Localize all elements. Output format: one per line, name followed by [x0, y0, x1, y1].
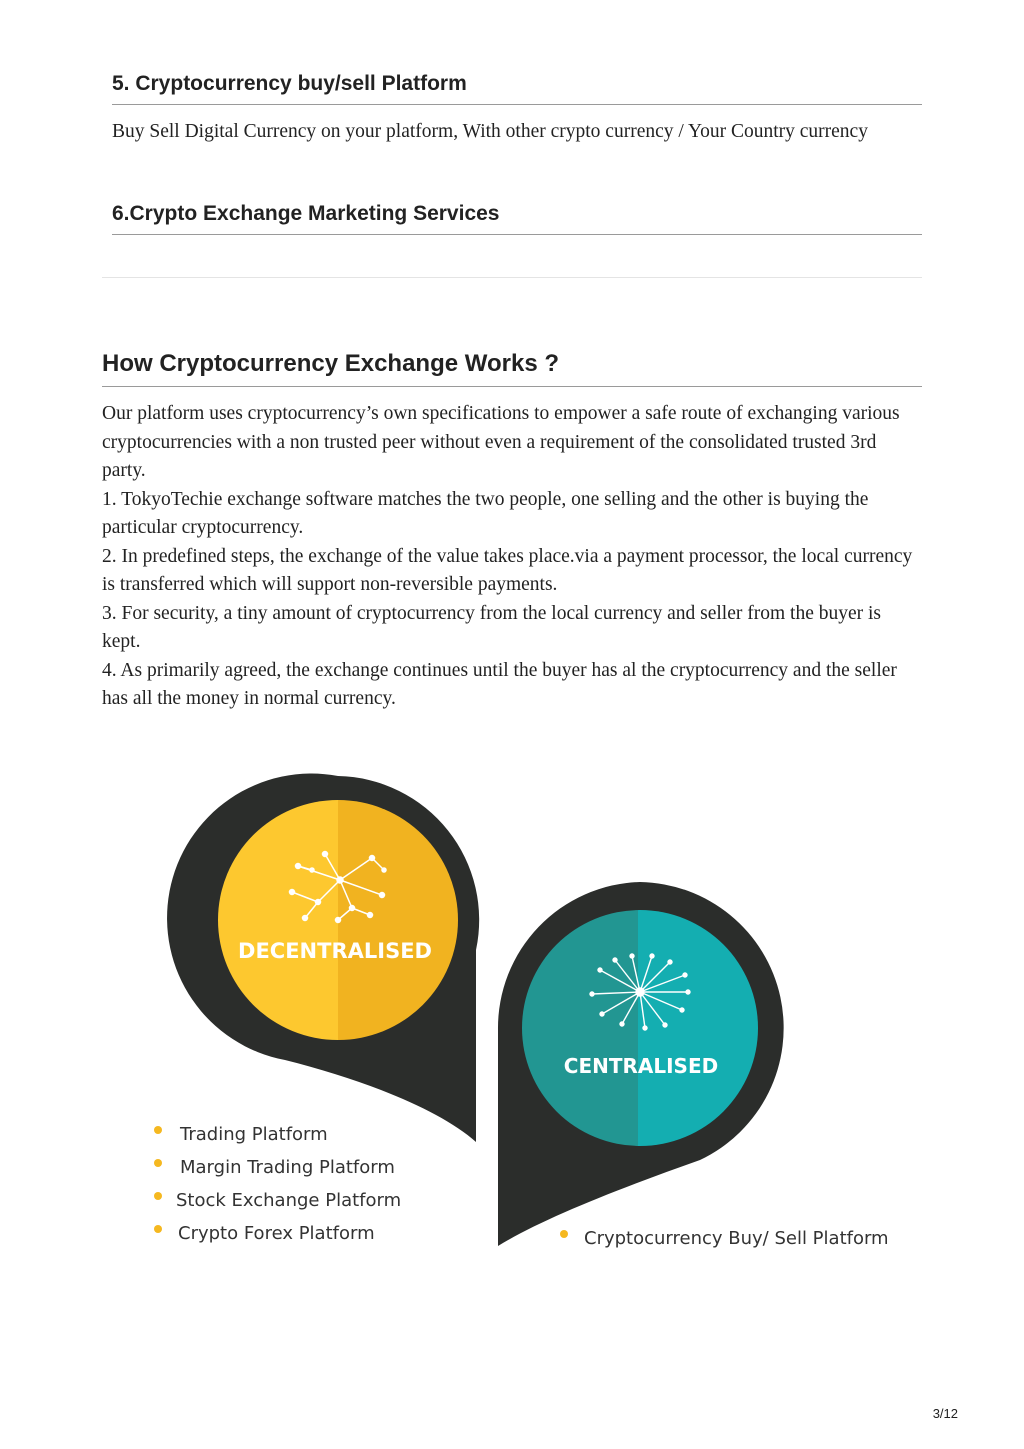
decentralised-item: Crypto Forex Platform [178, 1223, 375, 1244]
intro-paragraph: Our platform uses cryptocurrency’s own specifications to empower a safe route of exchanging various cryptocurrencies with a non trusted peer without even a requirement of the consolidated trusted 3rd party. [102, 403, 900, 481]
centralised-item: Cryptocurrency Buy/ Sell Platform [584, 1228, 889, 1249]
decentralised-list [154, 1124, 401, 1244]
step-1: 1. TokyoTechie exchange software matches the two people, one selling and the other is buying the particular cryptocurrency. [102, 488, 869, 538]
bullet-icon [154, 1225, 162, 1233]
how-it-works-body [102, 400, 922, 714]
centralised-list [560, 1228, 889, 1249]
bullet-icon [154, 1126, 162, 1134]
decentralised-label: DECENTRALISED [238, 939, 432, 963]
bullet-icon [560, 1230, 568, 1238]
section-divider [102, 277, 922, 278]
exchange-types-infographic [140, 770, 940, 1260]
decentralised-item: Trading Platform [180, 1124, 328, 1145]
step-4: 4. As primarily agreed, the exchange continues until the buyer has al the cryptocurrency and the seller has all the money in normal currency. [102, 659, 897, 709]
bullet-icon [154, 1192, 162, 1200]
how-it-works-heading: How Cryptocurrency Exchange Works ? [102, 350, 922, 387]
decentralised-item: Stock Exchange Platform [176, 1190, 402, 1211]
section-5-body: Buy Sell Digital Currency on your platform, With other crypto currency / Your Country currency [112, 121, 868, 142]
page-number: 3/12 [932, 1406, 958, 1421]
bullet-icon [154, 1159, 162, 1167]
centralised-label: CENTRALISED [563, 1054, 719, 1078]
step-3: 3. For security, a tiny amount of cryptocurrency from the local currency and seller from the buyer is kept. [102, 602, 882, 652]
step-2: 2. In predefined steps, the exchange of the value takes place.via a payment processor, the local currency is transferred which will support non-reversible payments. [102, 545, 913, 595]
section-5-heading: 5. Cryptocurrency buy/sell Platform [112, 72, 922, 105]
section-6-heading: 6.Crypto Exchange Marketing Services [112, 202, 922, 235]
decentralised-item: Margin Trading Platform [180, 1157, 395, 1178]
